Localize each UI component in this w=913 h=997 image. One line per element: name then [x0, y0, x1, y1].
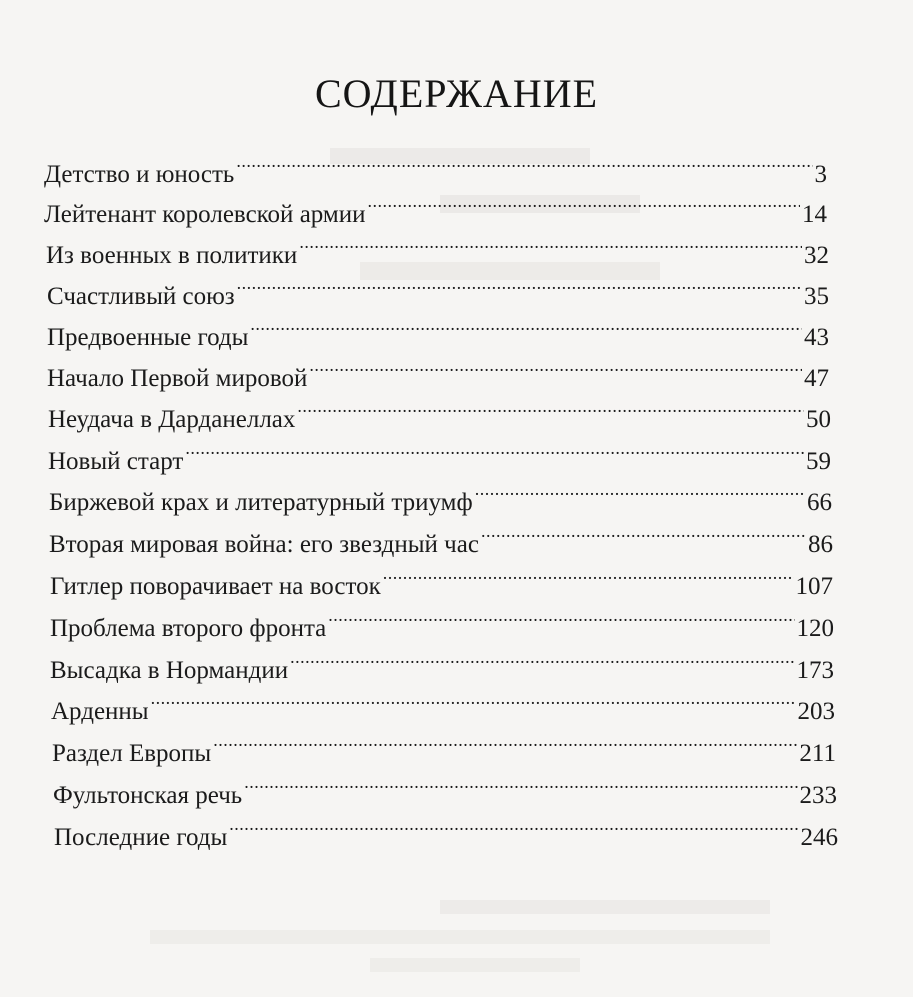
- toc-entry-title: Начало Первой мировой: [47, 365, 308, 392]
- toc-entry-title: Неудача в Дарданеллах: [48, 406, 296, 433]
- toc-entry-title: Арденны: [51, 698, 149, 725]
- toc-entry-title: Гитлер поворачивает на восток: [50, 573, 381, 600]
- page-title: СОДЕРЖАНИЕ: [314, 71, 599, 116]
- toc-entry-page: 43: [804, 324, 829, 351]
- dot-leader: [185, 439, 804, 469]
- dot-leader: [237, 274, 802, 304]
- toc-entry: [44, 152, 827, 190]
- toc-entry: [49, 522, 833, 560]
- dot-leader: [383, 564, 794, 594]
- toc-entry: [47, 274, 829, 312]
- dot-leader: [299, 233, 802, 263]
- toc-entry: [50, 564, 833, 602]
- toc-entry-title: Высадка в Нормандии: [50, 657, 289, 684]
- toc-entry: [53, 773, 837, 811]
- toc-entry-title: Из военных в политики: [46, 242, 298, 269]
- dot-leader: [151, 689, 796, 719]
- toc-entry-page: 47: [804, 365, 829, 392]
- toc-entry-title: Фультонская речь: [53, 782, 243, 809]
- toc-entry-page: 50: [806, 406, 831, 433]
- toc-entry: [51, 689, 835, 727]
- toc-entry: [54, 815, 838, 853]
- toc-entry: [48, 439, 831, 477]
- dot-leader: [297, 397, 804, 427]
- dot-leader: [328, 606, 794, 636]
- toc-entry: [50, 606, 834, 644]
- toc-entry-page: 120: [796, 615, 834, 642]
- toc-entry-title: Счастливый союз: [47, 283, 235, 310]
- dot-leader: [229, 815, 798, 845]
- toc-entry: [47, 356, 829, 394]
- toc-entry-title: Проблема второго фронта: [50, 615, 327, 642]
- toc-entry: [46, 233, 829, 271]
- toc-entry-page: 107: [795, 573, 833, 600]
- dot-leader: [213, 731, 797, 761]
- toc-entry-page: 59: [806, 448, 831, 475]
- toc-entry: [52, 731, 836, 769]
- dot-leader: [290, 648, 794, 678]
- toc-entry-page: 246: [800, 824, 838, 851]
- toc-entry-page: 86: [808, 531, 833, 558]
- toc-entry-page: 203: [797, 698, 835, 725]
- dot-leader: [309, 356, 802, 386]
- toc-entry-title: Лейтенант королевской армии: [44, 201, 366, 228]
- toc-entry-page: 66: [807, 489, 832, 516]
- dot-leader: [236, 152, 812, 182]
- toc-entry: [47, 315, 829, 353]
- toc-entry-page: 173: [796, 657, 834, 684]
- toc-entry-title: Вторая мировая война: его звездный час: [49, 531, 479, 558]
- dot-leader: [244, 773, 797, 803]
- toc-entry-page: 3: [814, 161, 827, 188]
- toc-entry-page: 35: [804, 283, 829, 310]
- toc-entry-page: 233: [799, 782, 837, 809]
- toc-entry-title: Предвоенные годы: [47, 324, 249, 351]
- toc-entry-title: Последние годы: [54, 824, 228, 851]
- toc-entry: [44, 192, 827, 230]
- toc-entry-title: Детство и юность: [44, 161, 235, 188]
- dot-leader: [367, 192, 800, 222]
- toc-entry-page: 14: [802, 201, 827, 228]
- toc-entry-title: Биржевой крах и литературный триумф: [49, 489, 473, 516]
- toc-entry-page: 32: [804, 242, 829, 269]
- toc-entry-title: Новый старт: [48, 448, 184, 475]
- dot-leader: [250, 315, 802, 345]
- toc-entry: [49, 480, 832, 518]
- toc-entry-page: 211: [799, 740, 836, 767]
- toc-entry-title: Раздел Европы: [52, 740, 212, 767]
- toc-entry: [48, 397, 831, 435]
- toc-entry: [50, 648, 834, 686]
- dot-leader: [475, 480, 805, 510]
- dot-leader: [481, 522, 806, 552]
